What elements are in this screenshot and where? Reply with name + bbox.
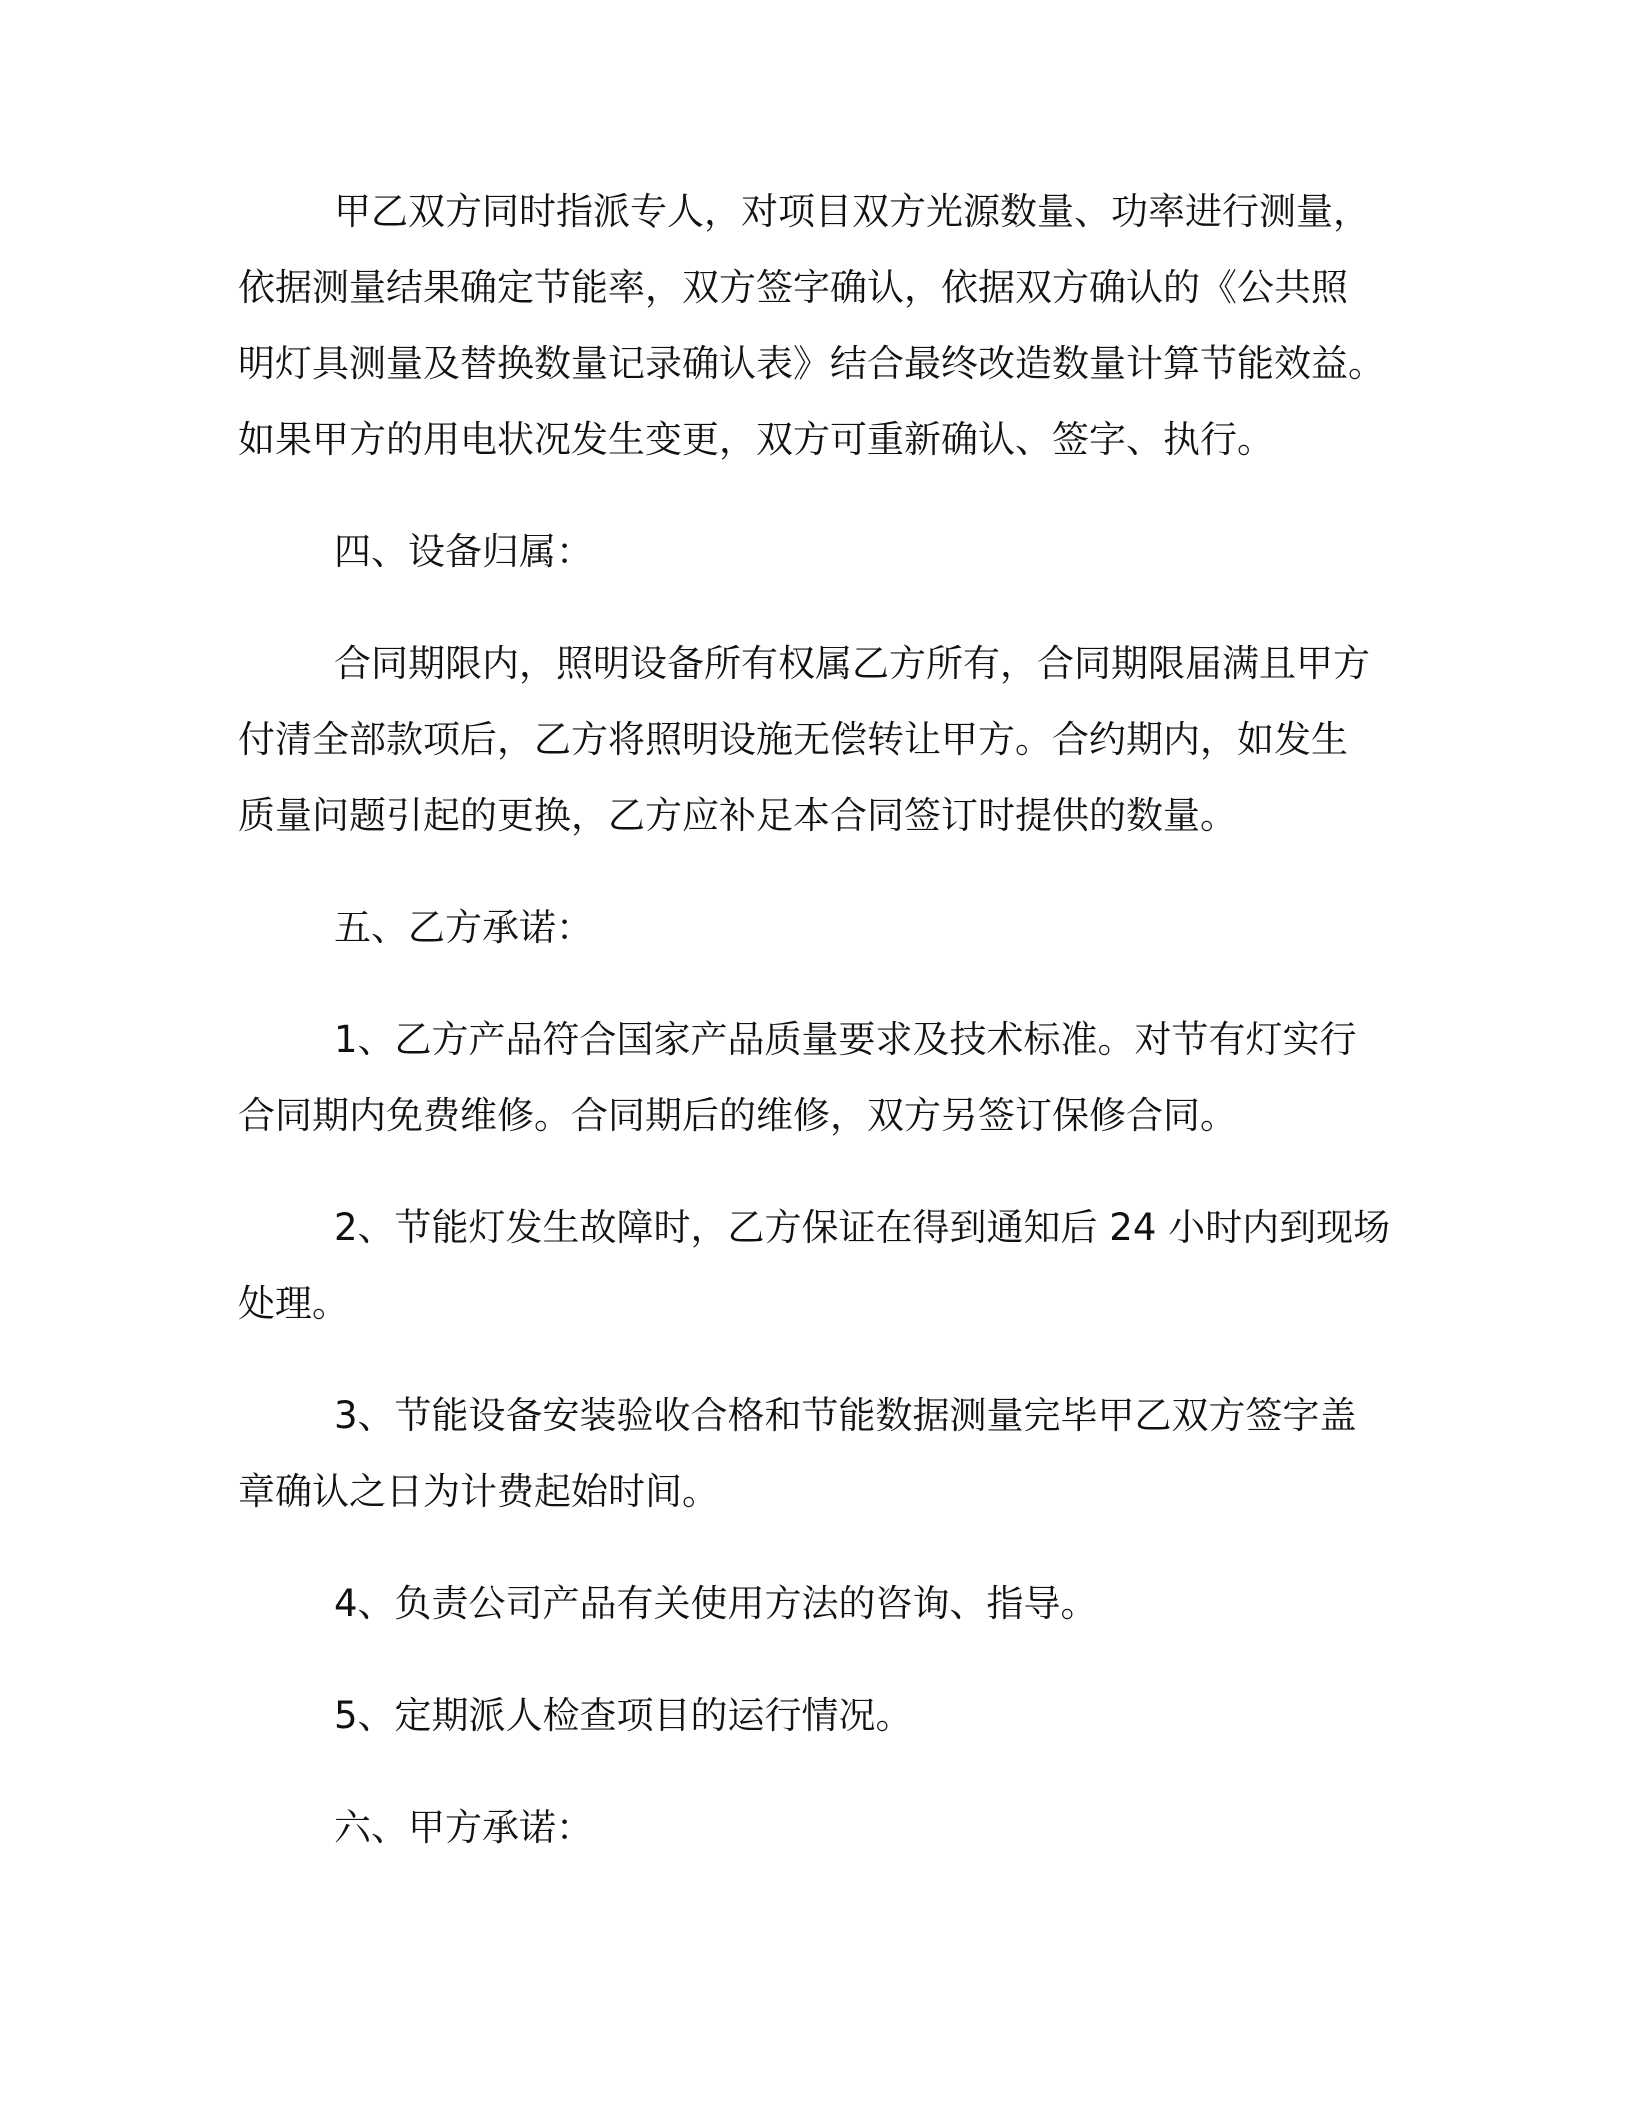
item-3-line-1: 3、节能设备安装验收合格和节能数据测量完毕甲乙双方签字盖 (334, 1394, 1357, 1437)
section-heading-6: 六、甲方承诺： (334, 1806, 593, 1849)
item-2-line-1: 2、节能灯发生故障时，乙方保证在得到通知后 24 小时内到现场 (334, 1206, 1391, 1249)
item-1-line-2: 合同期内免费维修。合同期后的维修，双方另签订保修合同。 (238, 1094, 1237, 1137)
paragraph-2-line-1: 合同期限内，照明设备所有权属乙方所有，合同期限届满且甲方 (334, 642, 1370, 685)
item-1-line-1: 1、乙方产品符合国家产品质量要求及技术标准。对节有灯实行 (334, 1018, 1357, 1061)
paragraph-1-line-2: 依据测量结果确定节能率，双方签字确认，依据双方确认的《公共照 (238, 266, 1348, 309)
section-heading-5: 五、乙方承诺： (334, 906, 593, 949)
item-2-line-2: 处理。 (238, 1282, 349, 1325)
item-4: 4、负责公司产品有关使用方法的咨询、指导。 (334, 1582, 1098, 1625)
paragraph-1-line-1: 甲乙双方同时指派专人，对项目双方光源数量、功率进行测量， (334, 190, 1370, 233)
paragraph-2-line-3: 质量问题引起的更换，乙方应补足本合同签订时提供的数量。 (238, 794, 1237, 837)
paragraph-2-line-2: 付清全部款项后，乙方将照明设施无偿转让甲方。合约期内，如发生 (238, 718, 1348, 761)
item-5: 5、定期派人检查项目的运行情况。 (334, 1694, 913, 1737)
item-3-line-2: 章确认之日为计费起始时间。 (238, 1470, 719, 1513)
section-heading-4: 四、设备归属： (334, 530, 593, 573)
paragraph-1-line-3: 明灯具测量及替换数量记录确认表》结合最终改造数量计算节能效益。 (238, 342, 1385, 385)
paragraph-1-line-4: 如果甲方的用电状况发生变更，双方可重新确认、签字、执行。 (238, 418, 1274, 461)
